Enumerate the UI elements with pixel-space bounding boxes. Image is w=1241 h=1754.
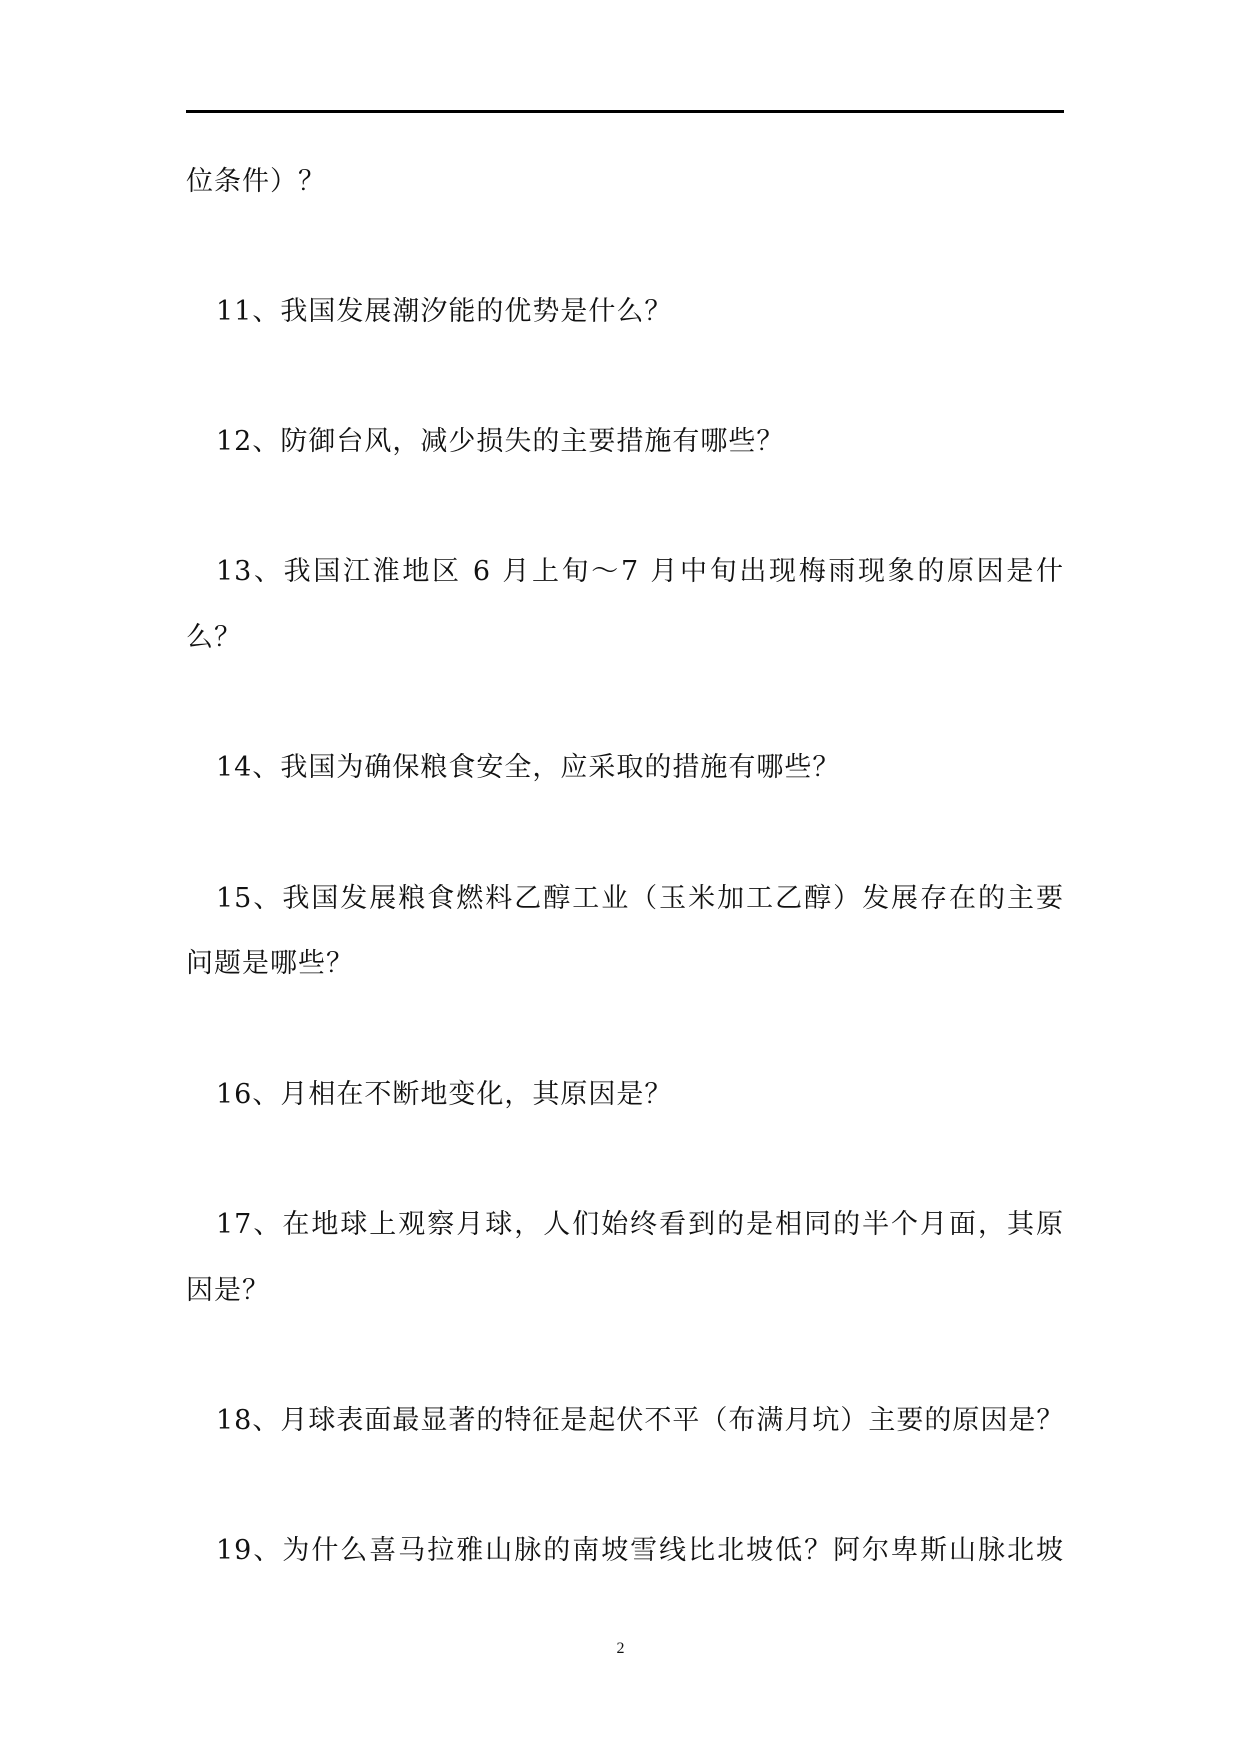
question-17-continued: 因是？ <box>186 1275 270 1306</box>
page-number: 2 <box>616 1640 625 1657</box>
question-16: 16、月相在不断地变化，其原因是？ <box>216 1079 673 1110</box>
text-line: 位条件）？ <box>186 166 326 197</box>
question-14: 14、我国为确保粮食安全，应采取的措施有哪些？ <box>216 752 841 783</box>
question-19: 19、为什么喜马拉雅山脉的南坡雪线比北坡低？阿尔卑斯山脉北坡 <box>216 1535 1064 1566</box>
question-11: 11、我国发展潮汐能的优势是什么？ <box>216 296 673 327</box>
question-18: 18、月球表面最显著的特征是起伏不平（布满月坑）主要的原因是？ <box>216 1405 1065 1436</box>
header-rule <box>186 110 1064 113</box>
question-17: 17、在地球上观察月球，人们始终看到的是相同的半个月面，其原 <box>216 1209 1064 1240</box>
question-13: 13、我国江淮地区 6 月上旬～7 月中旬出现梅雨现象的原因是什 <box>216 556 1064 587</box>
question-12: 12、防御台风，减少损失的主要措施有哪些？ <box>216 426 785 457</box>
question-13-continued: 么？ <box>186 622 242 653</box>
question-15: 15、我国发展粮食燃料乙醇工业（玉米加工乙醇）发展存在的主要 <box>216 883 1064 914</box>
question-15-continued: 问题是哪些？ <box>186 948 354 979</box>
